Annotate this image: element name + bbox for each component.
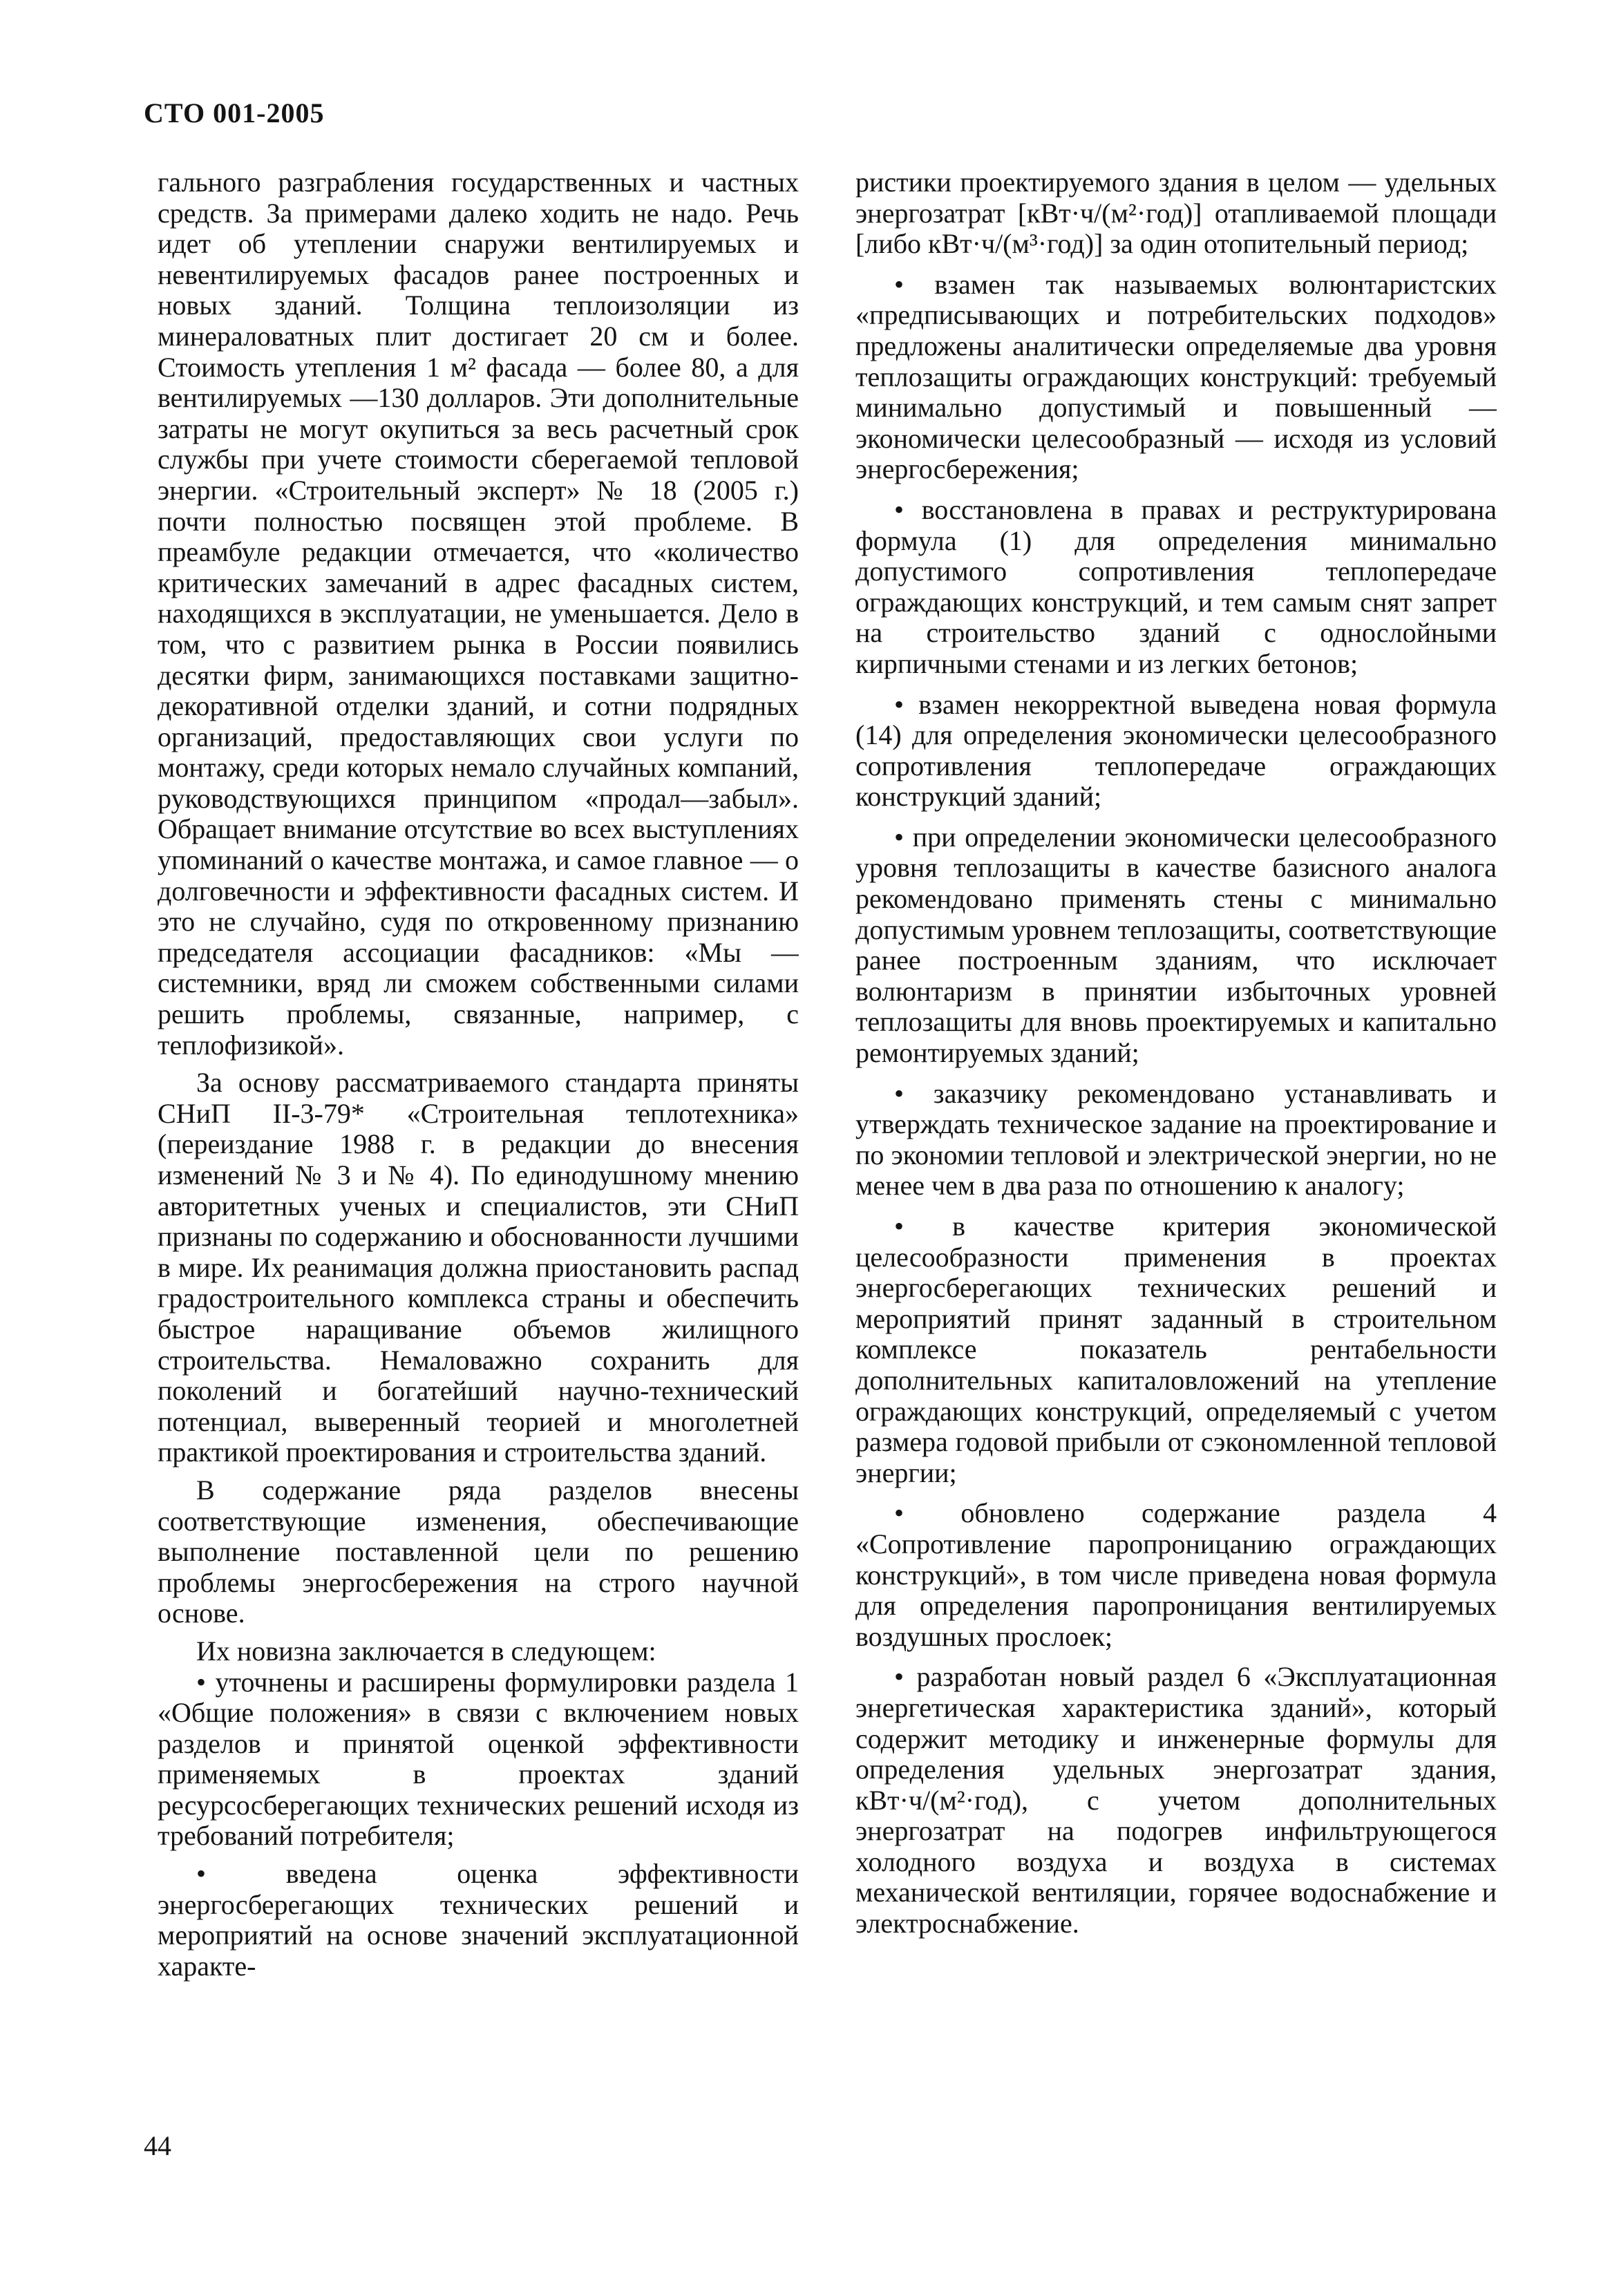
- list-item: • восстановлена в правах и реструктурирована формула (1) для определения минимально допустимого сопротивления теплопередаче ограждающих конструкций, и тем самым снят запрет на строительство зданий с однослойными кирпичными стенами и из легких бетонов;: [855, 493, 1497, 679]
- list-item: • обновлено содержание раздела 4 «Сопротивление паропроницанию ограждающих конструкций», в том числе приведена новая формула для определения паропроницания вентилируемых воздушных прослоек;: [855, 1497, 1497, 1652]
- left-column: [158, 167, 799, 2129]
- list-item: • разработан новый раздел 6 «Эксплуатационная энергетическая характеристика зданий», который содержит методику и инженерные формулы для определения удельных энергозатрат здания, кВт·ч/(м²·год), с учетом дополнительных энергозатрат на подогрев инфильтрующегося холодного воздуха и воздуха в системах механической вентиляции, горячее водоснабжение и электроснабжение.: [855, 1661, 1497, 1939]
- list-item: • заказчику рекомендовано устанавливать и утверждать техническое задание на проектирование и по экономии тепловой и электрической энергии, но не менее чем в два раза по отношению к аналогу;: [855, 1077, 1497, 1202]
- right-column: [855, 167, 1497, 2129]
- list-item: • уточнены и расширены формулировки раздела 1 «Общие положения» в связи с включением новых разделов и принятой оценкой эффективности применяемых в проектах зданий ресурсосберегающих технических решений исходя из требований потребителя;: [158, 1666, 799, 1852]
- document-code-header: СТО 001-2005: [144, 97, 325, 129]
- list-item: • введена оценка эффективности энергосберегающих технических решений и мероприятий на основе значений эксплуатационной характе-: [158, 1858, 799, 1982]
- paragraph: ристики проектируемого здания в целом — удельных энергозатрат [кВт·ч/(м²·год)] отапливаемой площади [либо кВт·ч/(м³·год)] за один отопительный период;: [855, 167, 1497, 260]
- text-columns: [158, 167, 1497, 2129]
- paragraph: Их новизна заключается в следующем:: [196, 1635, 656, 1667]
- page-number: 44: [144, 2130, 171, 2161]
- list-item: • при определении экономически целесообразного уровня теплозащиты в качестве базисного аналога рекомендовано применять стены с минимально допустимым уровнем теплозащиты, соответствующие ранее построенным зданиям, что исключает волюнтаризм в принятии избыточных уровней теплозащиты для вновь проектируемых и капитально ремонтируемых зданий;: [855, 821, 1497, 1069]
- list-item: • взамен некорректной выведена новая формула (14) для определения экономически целесообразного сопротивления теплопередаче ограждающих конструкций зданий;: [855, 688, 1497, 813]
- paragraph: За основу рассматриваемого стандарта приняты СНиП II-3-79* «Строительная теплотехника» (переиздание 1988 г. в редакции до внесения изменений № 3 и № 4). По единодушному мнению авторитетных ученых и специалистов, эти СНиП признаны по содержанию и обоснованности лучшими в мире. Их реанимация должна приостановить распад градостроительного комплекса страны и обеспечить быстрое наращивание объемов жилищного строительства. Немаловажно сохранить для поколений и богатейший научно-технический потенциал, выверенный теорией и многолетней практикой проектирования и строительства зданий.: [158, 1067, 799, 1468]
- paragraph: гального разграбления государственных и частных средств. За примерами далеко ходить не надо. Речь идет об утеплении снаружи вентилируемых и невентилируемых фасадов ранее построенных и новых зданий. Толщина теплоизоляции из минераловатных плит достигает 20 см и более. Стоимость утепления 1 м² фасада — более 80, а для вентилируемых —130 долларов. Эти дополнительные затраты не могут окупиться за весь расчетный срок службы при учете стоимости сберегаемой тепловой энергии. «Строительный эксперт» № 18 (2005 г.) почти полностью посвящен этой проблеме. В преамбуле редакции отмечается, что «количество критических замечаний в адрес фасадных систем, находящихся в эксплуатации, не уменьшается. Дело в том, что с развитием рынка в России появились десятки фирм, занимающихся поставками защитно-декоративной отделки зданий, и сотни подрядных организаций, предоставляющих свои услуги по монтажу, среди которых немало случайных компаний, руководствующихся принципом «продал—забыл». Обращает внимание отсутствие во всех выступлениях упоминаний о качестве монтажа, и самое главное — о долговечности и эффективности фасадных систем. И это не случайно, судя по откровенному признанию председателя ассоциации фасадников: «Мы — системники, вряд ли сможем собственными силами решить проблемы, связанные, например, с теплофизикой».: [158, 167, 799, 1061]
- list-item: • в качестве критерия экономической целесообразности применения в проектах энергосберегающих технических решений и мероприятий принят заданный в строительном комплексе показатель рентабельности дополнительных капиталовложений на утепление ограждающих конструкций, определяемый с учетом размера годовой прибыли от сэкономленной тепловой энергии;: [855, 1211, 1497, 1488]
- list-item: • взамен так называемых волюнтаристских «предписывающих и потребительских подходов» предложены аналитически определяемые два уровня теплозащиты ограждающих конструкций: требуемый минимально допустимый и повышенный — экономически целесообразный — исходя из условий энергосбережения;: [855, 268, 1497, 485]
- paragraph: В содержание ряда разделов внесены соответствующие изменения, обеспечивающие выполнение поставленной цели по решению проблемы энергосбережения на строго научной основе.: [158, 1474, 799, 1629]
